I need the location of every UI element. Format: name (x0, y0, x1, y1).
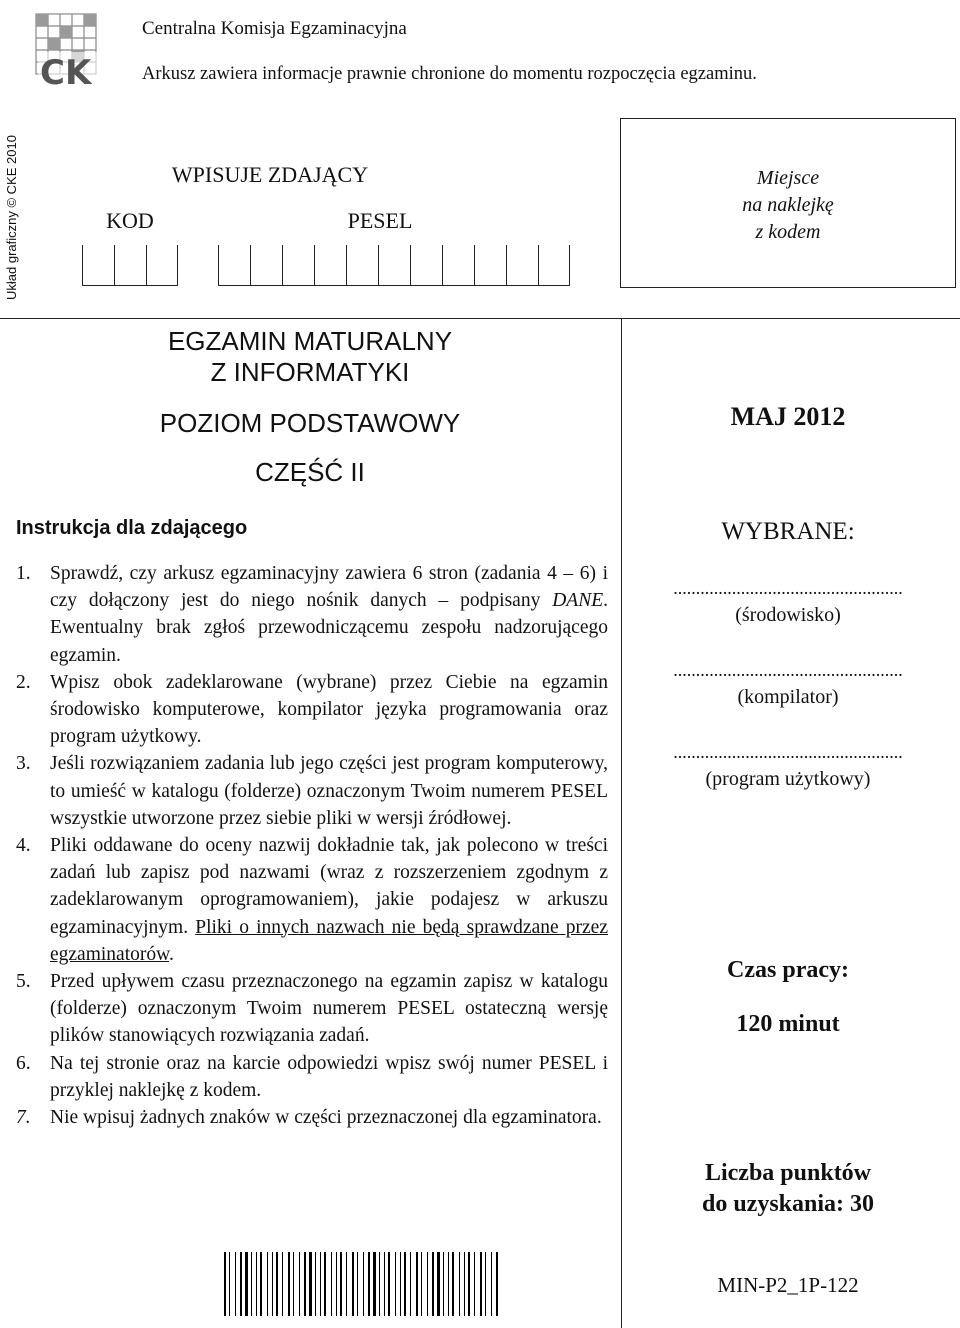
env-dotted-field[interactable]: ................................................... (673, 578, 903, 598)
pesel-input[interactable] (218, 245, 570, 285)
barcode-bar (256, 1252, 257, 1316)
barcode-bar (276, 1252, 278, 1316)
barcode-bar (331, 1252, 332, 1316)
barcode-bar (485, 1252, 486, 1316)
instruction-text: Jeśli rozwiązaniem zadania lub jego części jest program komputerowy, to umieść w katalogu (folderze) oznaczonym Twoim numerem PESEL wszystkie utworzone przez siebie pliki w wersji źródłowej. (50, 753, 608, 829)
barcode-bar (363, 1252, 364, 1316)
sticker-line-1: Miejsce (756, 167, 820, 189)
barcode-bar (272, 1252, 273, 1316)
instruction-number: 5. (16, 971, 31, 993)
instruction-item: 1. Sprawdź, czy arkusz egzaminacyjny zawiera 6 stron (zadania 4 – 6) i czy dołączony jest do niego nośnik danych – podpisany DANE. Ewentualny brak zgłoś przewodniczącemu zespołu nadzorującego egzamin. (16, 560, 608, 669)
barcode-bar (352, 1252, 354, 1316)
exam-date: MAJ 2012 (730, 402, 846, 431)
barcode-bar (304, 1252, 306, 1316)
section-divider (0, 318, 960, 319)
barcode-bar (432, 1252, 434, 1316)
institution-name: Centralna Komisja Egzaminacyjna (142, 18, 407, 39)
barcode-bar (491, 1252, 492, 1316)
instruction-item (16, 669, 608, 751)
barcode-bar (229, 1252, 230, 1316)
exam-level: POZIOM PODSTAWOWY (159, 408, 461, 438)
barcode-bar (474, 1252, 475, 1316)
barcode-bar (421, 1252, 422, 1316)
barcode-bar (320, 1252, 321, 1316)
barcode-bar (288, 1252, 290, 1316)
instruction-number: 2. (16, 671, 31, 693)
pesel-digit-box[interactable] (250, 245, 282, 285)
instruction-item: 4. Pliki oddawane do oceny nazwij dokładnie tak, jak polecono w treści zadań lub zapisz pod nazwami (wraz z rozszerzeniem zgodnym z zadeklarowanym oprogramowaniem), jakie podajesz w arkuszu egzaminacyjnym. Pliki o innych nazwach nie będą sprawdzane przez egzaminatorów. (16, 832, 608, 968)
pesel-digit-box[interactable] (474, 245, 506, 285)
barcode-bar (357, 1252, 358, 1316)
barcode-bar (480, 1252, 482, 1316)
barcode-bar (346, 1252, 347, 1316)
time-label: Czas pracy: (727, 957, 849, 983)
points-line-2: do uzyskania: 30 (701, 1191, 875, 1217)
exam-subject: Z INFORMATYKI (210, 357, 410, 387)
pesel-digit-box[interactable] (442, 245, 474, 285)
barcode-bar (336, 1252, 337, 1316)
sheet-code: MIN-P2_1P-122 (717, 1273, 859, 1297)
barcode-bar (299, 1252, 300, 1316)
barcode-bar (384, 1252, 385, 1316)
student-box-title: WPISUJE ZDAJĄCY (171, 162, 369, 187)
barcode-bar (448, 1252, 449, 1316)
logo-text: CK (40, 53, 92, 90)
barcode-bar (235, 1252, 236, 1316)
confidential-notice: Arkusz zawiera informacje prawnie chronione do momentu rozpoczęcia egzaminu. (142, 64, 757, 84)
kod-digit-box[interactable] (114, 245, 146, 285)
kod-label: KOD (106, 208, 154, 233)
env-label: (środowisko) (735, 604, 841, 626)
instruction-number: 7. (16, 1107, 31, 1129)
pesel-digit-box[interactable] (378, 245, 410, 285)
barcode-bar (464, 1252, 465, 1316)
kod-input[interactable] (82, 245, 178, 285)
pesel-digit-box[interactable] (346, 245, 378, 285)
barcode-bar (416, 1252, 418, 1316)
instruction-item (16, 750, 608, 832)
barcode-bar (410, 1252, 411, 1316)
side-copyright: Układ graficzny © CKE 2010 (4, 135, 19, 300)
compiler-label: (kompilator) (737, 686, 839, 708)
barcode-bar (240, 1252, 242, 1316)
exam-title: EGZAMIN MATURALNY (167, 326, 453, 356)
instructions-list (16, 560, 608, 1131)
kod-digit-box[interactable] (82, 245, 114, 285)
instruction-number: 1. (16, 563, 31, 584)
instruction-text: Nie wpisuj żadnych znaków w części przeznaczonej dla egzaminatora. (50, 1107, 602, 1129)
time-value: 120 minut (736, 1011, 840, 1037)
barcode (224, 1252, 500, 1316)
barcode-bar (395, 1252, 396, 1316)
sticker-line-2: na naklejkę (742, 194, 834, 216)
barcode-bar (293, 1252, 294, 1316)
sticker-line-3: z kodem (755, 221, 821, 243)
instruction-number: 4. (16, 835, 31, 857)
points-line-1: Liczba punktów (704, 1160, 872, 1186)
pesel-digit-box[interactable] (538, 245, 570, 285)
barcode-bar (251, 1252, 252, 1316)
pesel-digit-box[interactable] (410, 245, 442, 285)
barcode-bar (315, 1252, 316, 1316)
barcode-bar (443, 1252, 444, 1316)
barcode-bar (452, 1252, 454, 1316)
exam-part: CZĘŚĆ II (255, 457, 365, 487)
barcode-bar (368, 1252, 370, 1316)
instruction-number: 3. (16, 753, 31, 775)
barcode-bar (468, 1252, 470, 1316)
barcode-bar (496, 1252, 498, 1316)
pesel-label: PESEL (347, 208, 413, 233)
barcode-bar (404, 1252, 406, 1316)
barcode-bar (459, 1252, 460, 1316)
pesel-digit-box[interactable] (314, 245, 346, 285)
instruction-text: Przed upływem czasu przeznaczonego na egzamin zapisz w katalogu (folderze) oznaczonym Twoim numerem PESEL ostateczną wersję plików stanowiących rozwiązania zadań. (50, 971, 608, 1047)
instruction-text: Na tej stronie oraz na karcie odpowiedzi wpisz swój numer PESEL i przyklej naklejkę z kodem. (50, 1052, 608, 1101)
program-dotted-field[interactable]: ................................................... (673, 742, 903, 762)
barcode-bar (373, 1252, 376, 1316)
instruction-item (16, 1104, 608, 1131)
compiler-dotted-field[interactable]: ................................................... (673, 660, 903, 680)
barcode-bar (260, 1252, 262, 1316)
barcode-bar (400, 1252, 401, 1316)
barcode-bar (379, 1252, 380, 1316)
barcode-bar (324, 1252, 326, 1316)
barcode-bar (427, 1252, 428, 1316)
barcode-bar (309, 1252, 312, 1316)
barcode-bar (437, 1252, 440, 1316)
kod-digit-box[interactable] (146, 245, 178, 285)
chosen-heading: WYBRANE: (721, 518, 855, 545)
column-divider (621, 318, 622, 1328)
sticker-area (620, 118, 956, 288)
pesel-digit-box[interactable] (506, 245, 538, 285)
cke-logo (30, 8, 128, 90)
instruction-text: Wpisz obok zadeklarowane (wybrane) przez Ciebie na egzamin środowisko komputerowe, kompilator języka programowania oraz program użytkowy. (50, 671, 608, 748)
instruction-item (16, 968, 608, 1050)
barcode-bar (340, 1252, 342, 1316)
program-label: (program użytkowy) (705, 768, 871, 790)
instruction-item (16, 1050, 608, 1104)
barcode-bar (282, 1252, 283, 1316)
pesel-digit-box[interactable] (282, 245, 314, 285)
pesel-digit-box[interactable] (218, 245, 250, 285)
barcode-bar (388, 1252, 390, 1316)
barcode-bar (245, 1252, 248, 1316)
instructions-heading: Instrukcja dla zdającego (16, 517, 248, 539)
instruction-number: 6. (16, 1052, 31, 1074)
barcode-bar (224, 1252, 226, 1316)
barcode-bar (267, 1252, 268, 1316)
